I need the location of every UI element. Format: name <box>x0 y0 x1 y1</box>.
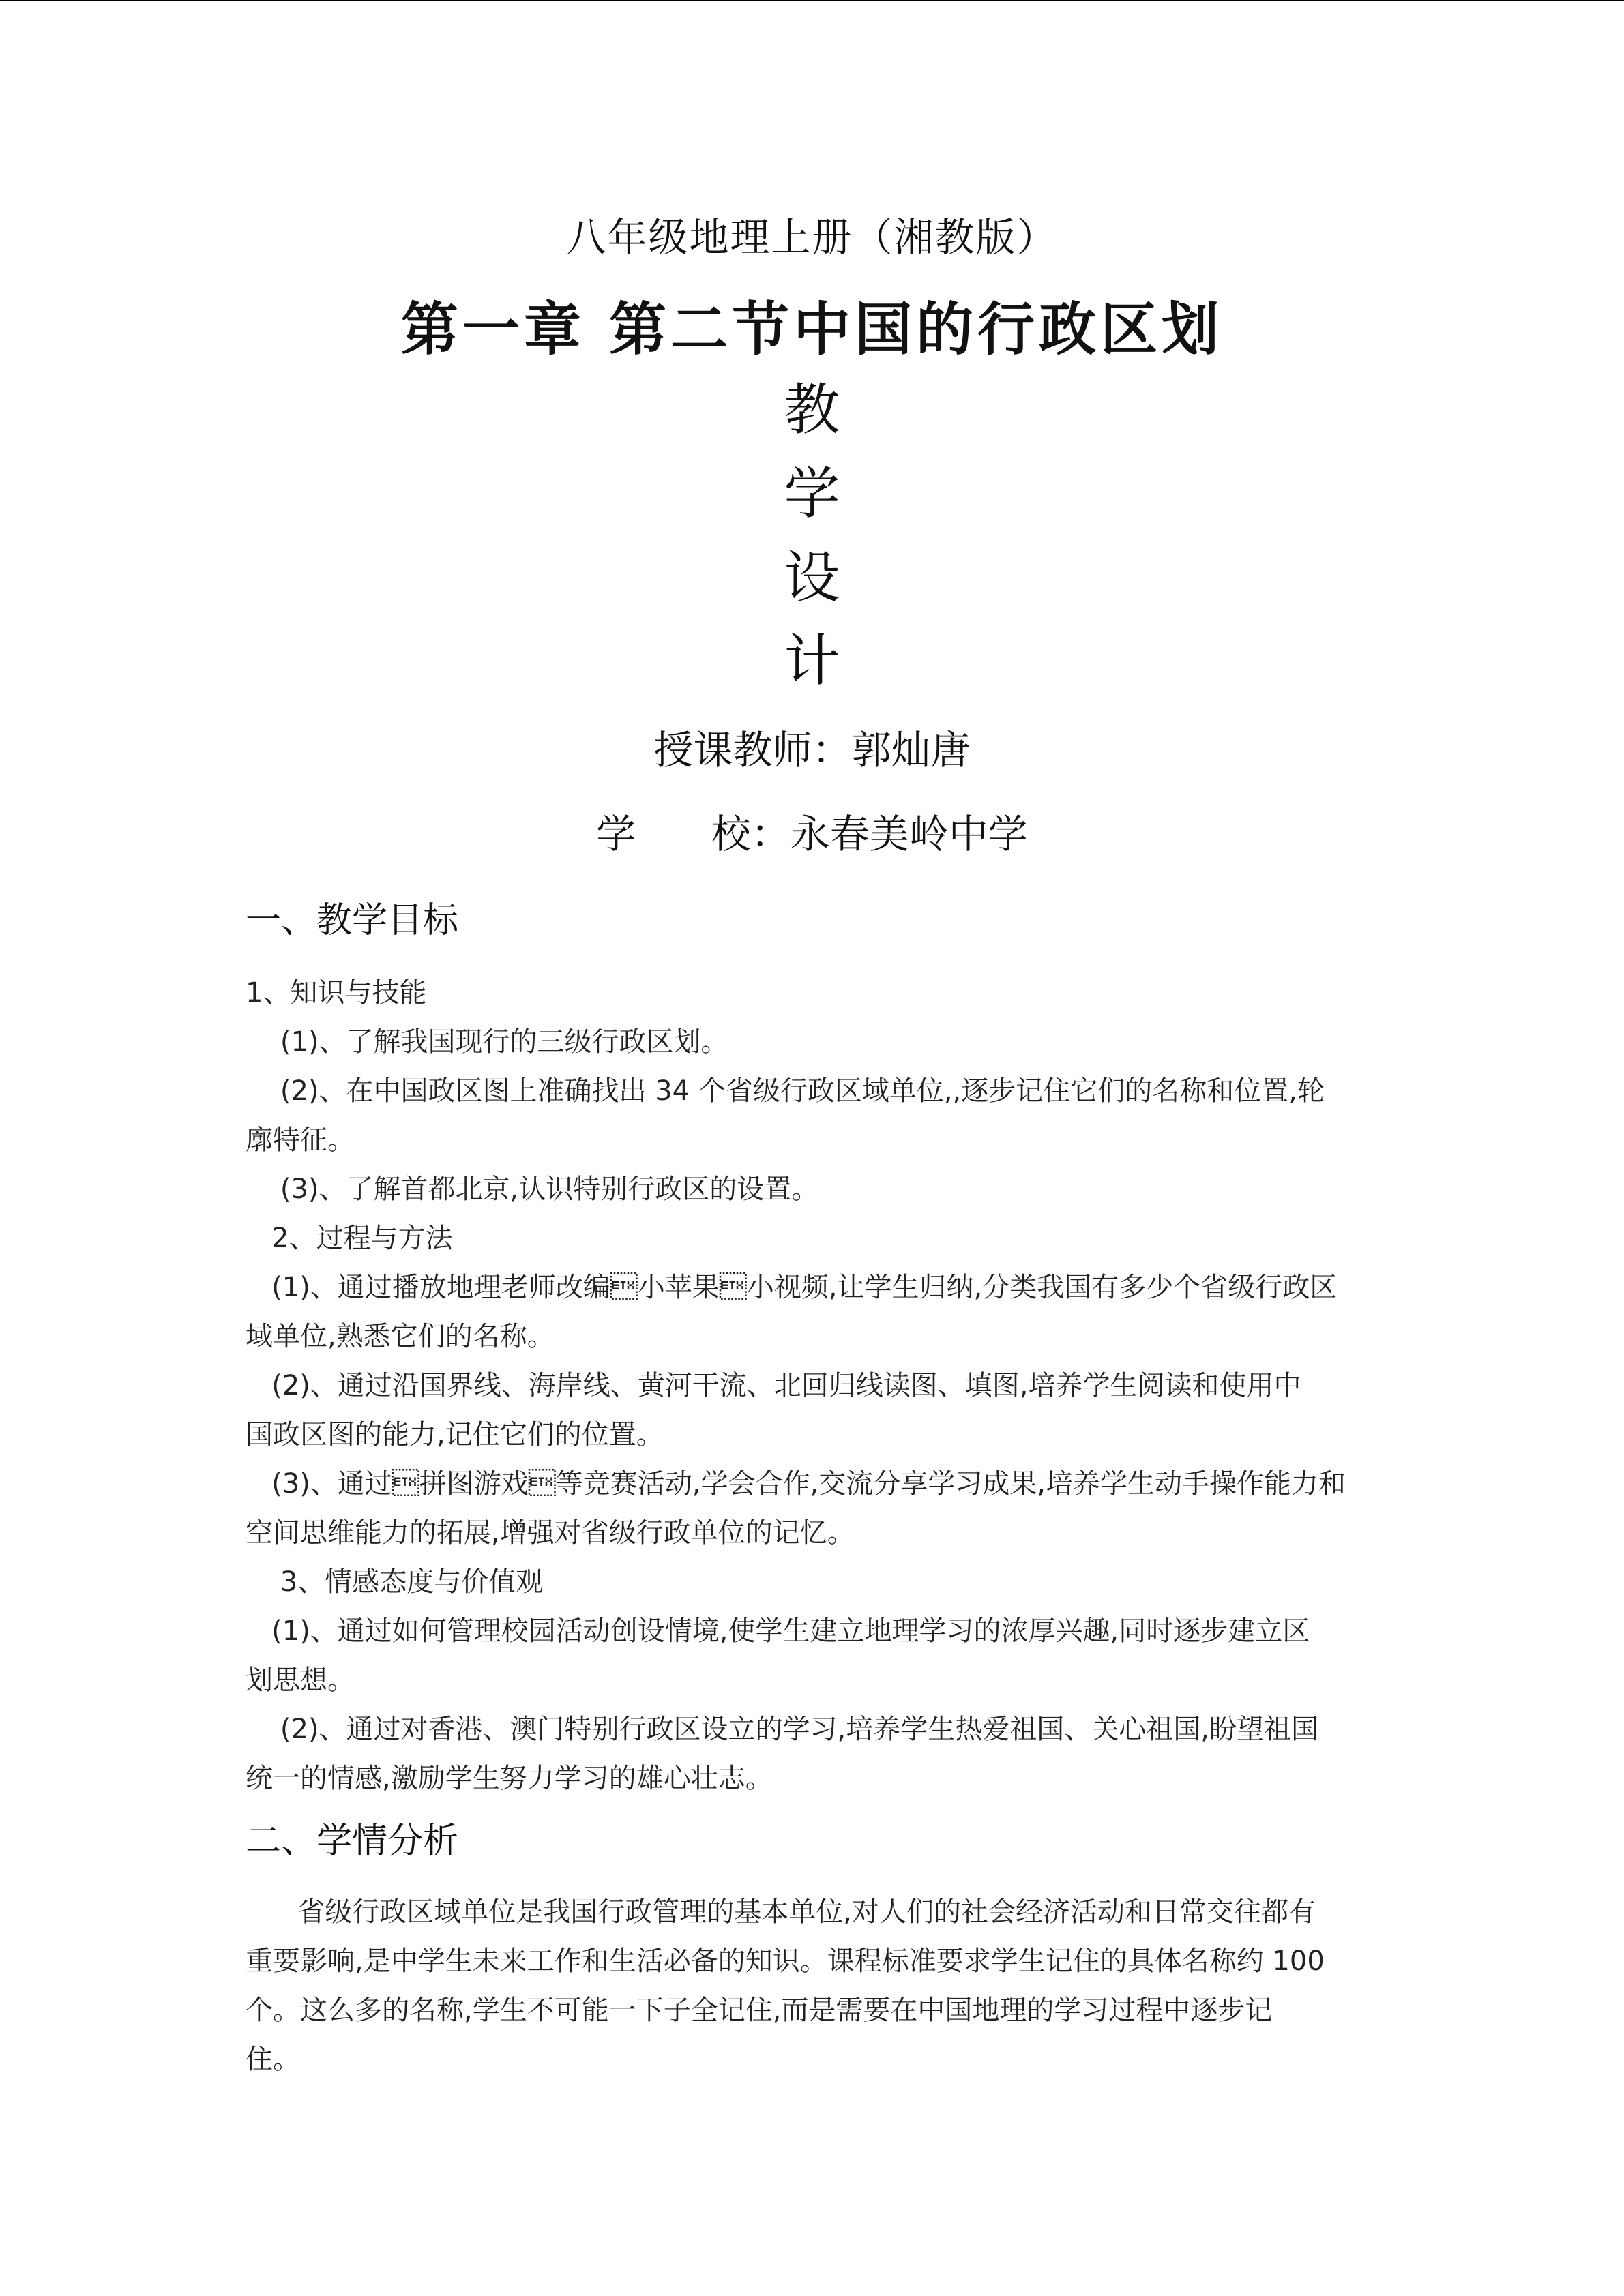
paragraph-line: 1、知识与技能 <box>246 977 427 1009</box>
teacher-name: 郭灿唐 <box>851 727 971 773</box>
paragraph-line: 个。这么多的名称,学生不可能一下子全记住,而是需要在中国地理的学习过程中逐步记 <box>246 1995 1273 2026</box>
paragraph-line: 国政区图的能力,记住它们的位置。 <box>246 1419 664 1450</box>
paragraph-line: (2)、在中国政区图上准确找出 34 个省级行政区域单位,,逐步记住它们的名称和位置,轮 <box>246 1075 1325 1107</box>
school-label: 学 校： <box>596 811 791 857</box>
paragraph-line: (3)、了解首都北京,认识特别行政区的设置。 <box>246 1174 819 1205</box>
top-border-line <box>0 0 1624 1</box>
paragraph-line: (1)、通过如何管理校园活动创设情境,使学生建立地理学习的浓厚兴趣,同时逐步建立区 <box>246 1615 1310 1647</box>
paragraph-line: 廓特征。 <box>246 1124 355 1156</box>
section-analysis-body <box>246 1888 1371 2084</box>
school-line <box>0 807 1624 861</box>
paragraph-line: (2)、通过对香港、澳门特别行政区设立的学习,培养学生热爱祖国、关心祖国,盼望祖国 <box>246 1714 1318 1745</box>
document-title: 第一章 第二节中国的行政区划 <box>400 296 1224 363</box>
document-subtitle: 八年级地理上册（湘教版） <box>566 214 1058 260</box>
section-objectives-body <box>246 968 1371 1803</box>
vertical-title-char: 教 <box>784 378 840 443</box>
paragraph-line: 域单位,熟悉它们的名称。 <box>246 1321 555 1352</box>
paragraph-line: 住。 <box>246 2044 300 2075</box>
paragraph-line: 重要影响,是中学生未来工作和生活必备的知识。课程标准要求学生记住的具体名称约 100 <box>246 1945 1325 1977</box>
paragraph-line: 空间思维能力的拓展,增强对省级行政单位的记忆。 <box>246 1517 855 1549</box>
section-heading-analysis: 二、学情分析 <box>246 1821 459 1862</box>
vertical-title-char: 计 <box>784 629 840 694</box>
teacher-line <box>0 723 1624 777</box>
vertical-title-char: 设 <box>784 546 840 610</box>
paragraph-line: (3)、通过拼图游戏等竞赛活动,学会合作,交流分享学习成果,培养学生动手操作能力和 <box>246 1468 1346 1500</box>
school-name: 永春美岭中学 <box>790 811 1028 857</box>
paragraph-line: 2、过程与方法 <box>246 1223 453 1254</box>
vertical-title-char: 学 <box>784 462 840 526</box>
paragraph-line: 划思想。 <box>246 1665 355 1696</box>
paragraph-line: 3、情感态度与价值观 <box>246 1566 544 1598</box>
paragraph-line: (1)、通过播放地理老师改编小苹果小视频,让学生归纳,分类我国有多少个省级行政区 <box>246 1272 1338 1303</box>
paragraph-line: 统一的情感,激励学生努力学习的雄心壮志。 <box>246 1763 773 1794</box>
teacher-label: 授课教师： <box>653 727 852 773</box>
section-heading-objectives: 一、教学目标 <box>246 900 459 941</box>
paragraph-line: (2)、通过沿国界线、海岸线、黄河干流、北回归线读图、填图,培养学生阅读和使用中 <box>246 1370 1301 1401</box>
paragraph-line: (1)、了解我国现行的三级行政区划。 <box>246 1026 728 1058</box>
paragraph-line: 省级行政区域单位是我国行政管理的基本单位,对人们的社会经济活动和日常交往都有 <box>246 1896 1316 1928</box>
